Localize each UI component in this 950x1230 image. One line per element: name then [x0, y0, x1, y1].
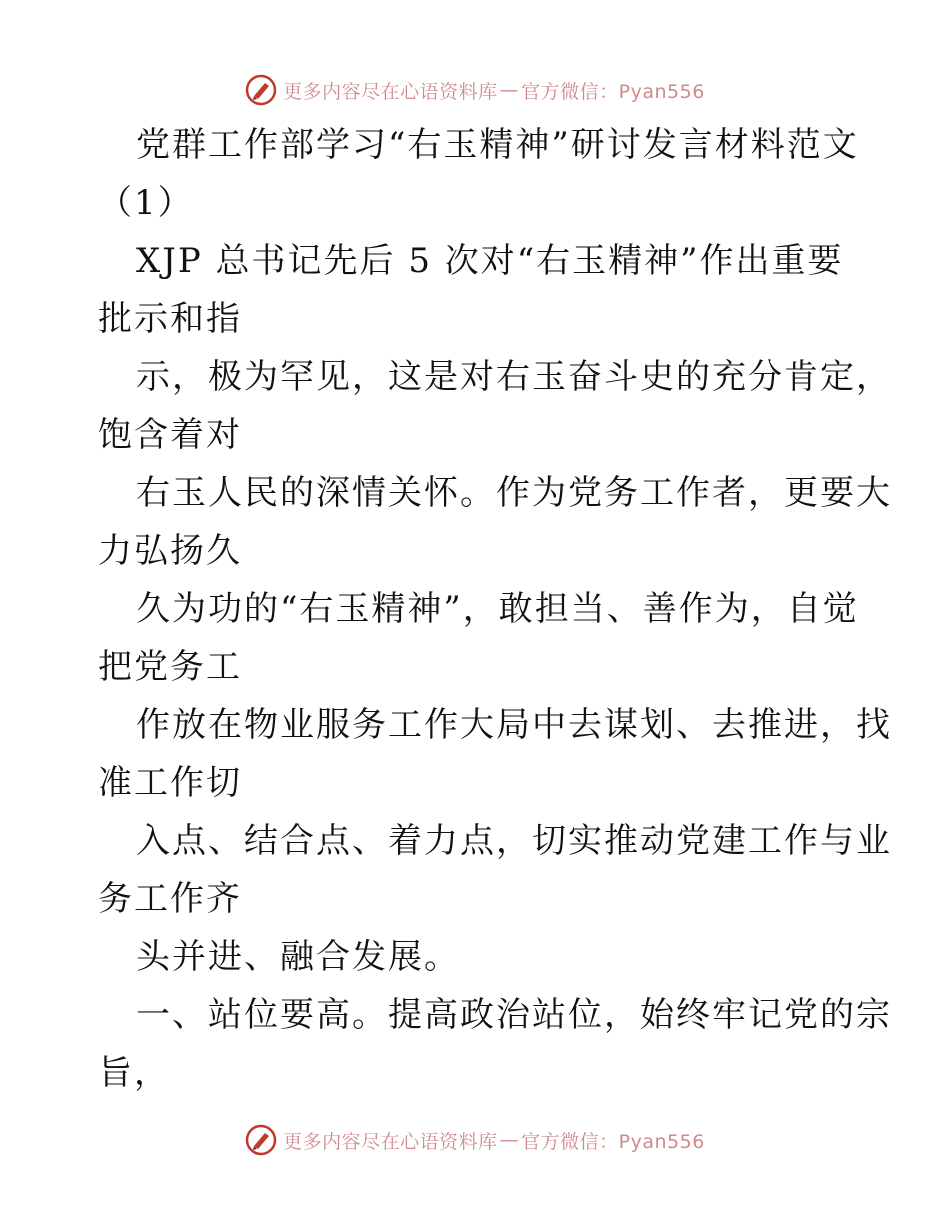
document-line: 入点、结合点、着力点，切实推动党建工作与业: [136, 821, 892, 861]
document-line: 一、站位要高。提高政治站位，始终牢记党的宗: [136, 995, 892, 1035]
watermark-separator: —: [499, 1129, 520, 1151]
document-line: 务工作齐: [98, 879, 242, 919]
pen-logo-icon: [245, 74, 277, 106]
document-line: 准工作切: [98, 763, 242, 803]
document-line: 饱含着对: [98, 415, 242, 455]
document-line: 力弘扬久: [98, 531, 242, 571]
document-line: 旨，: [98, 1053, 170, 1093]
header-watermark: [0, 70, 950, 110]
document-line: 把党务工: [98, 647, 242, 687]
document-line: 右玉人民的深情关怀。作为党务工作者，更要大: [136, 473, 892, 513]
document-line: 党群工作部学习“右玉精神”研讨发言材料范文: [136, 125, 859, 165]
document-line: 示，极为罕见，这是对右玉奋斗史的充分肯定，: [136, 357, 892, 397]
watermark-text: 更多内容尽在心语资料库: [283, 1130, 498, 1153]
pen-logo-icon: [245, 1124, 277, 1156]
footer-watermark: [0, 1120, 950, 1160]
document-line: 头并进、融合发展。: [136, 937, 460, 977]
document-line: 批示和指: [98, 299, 242, 339]
watermark-text: 更多内容尽在心语资料库: [283, 80, 498, 103]
document-line: XJP 总书记先后 5 次对“右玉精神”作出重要: [136, 241, 844, 281]
document-line: （1）: [98, 183, 194, 223]
document-line: 久为功的“右玉精神”，敢担当、善作为，自觉: [136, 589, 859, 629]
watermark-suffix: 官方微信：Pyan556: [521, 1130, 705, 1153]
document-line: 作放在物业服务工作大局中去谋划、去推进，找: [136, 705, 892, 745]
watermark-suffix: 官方微信：Pyan556: [521, 80, 705, 103]
document-body: [98, 116, 892, 1102]
watermark-separator: —: [499, 79, 520, 101]
